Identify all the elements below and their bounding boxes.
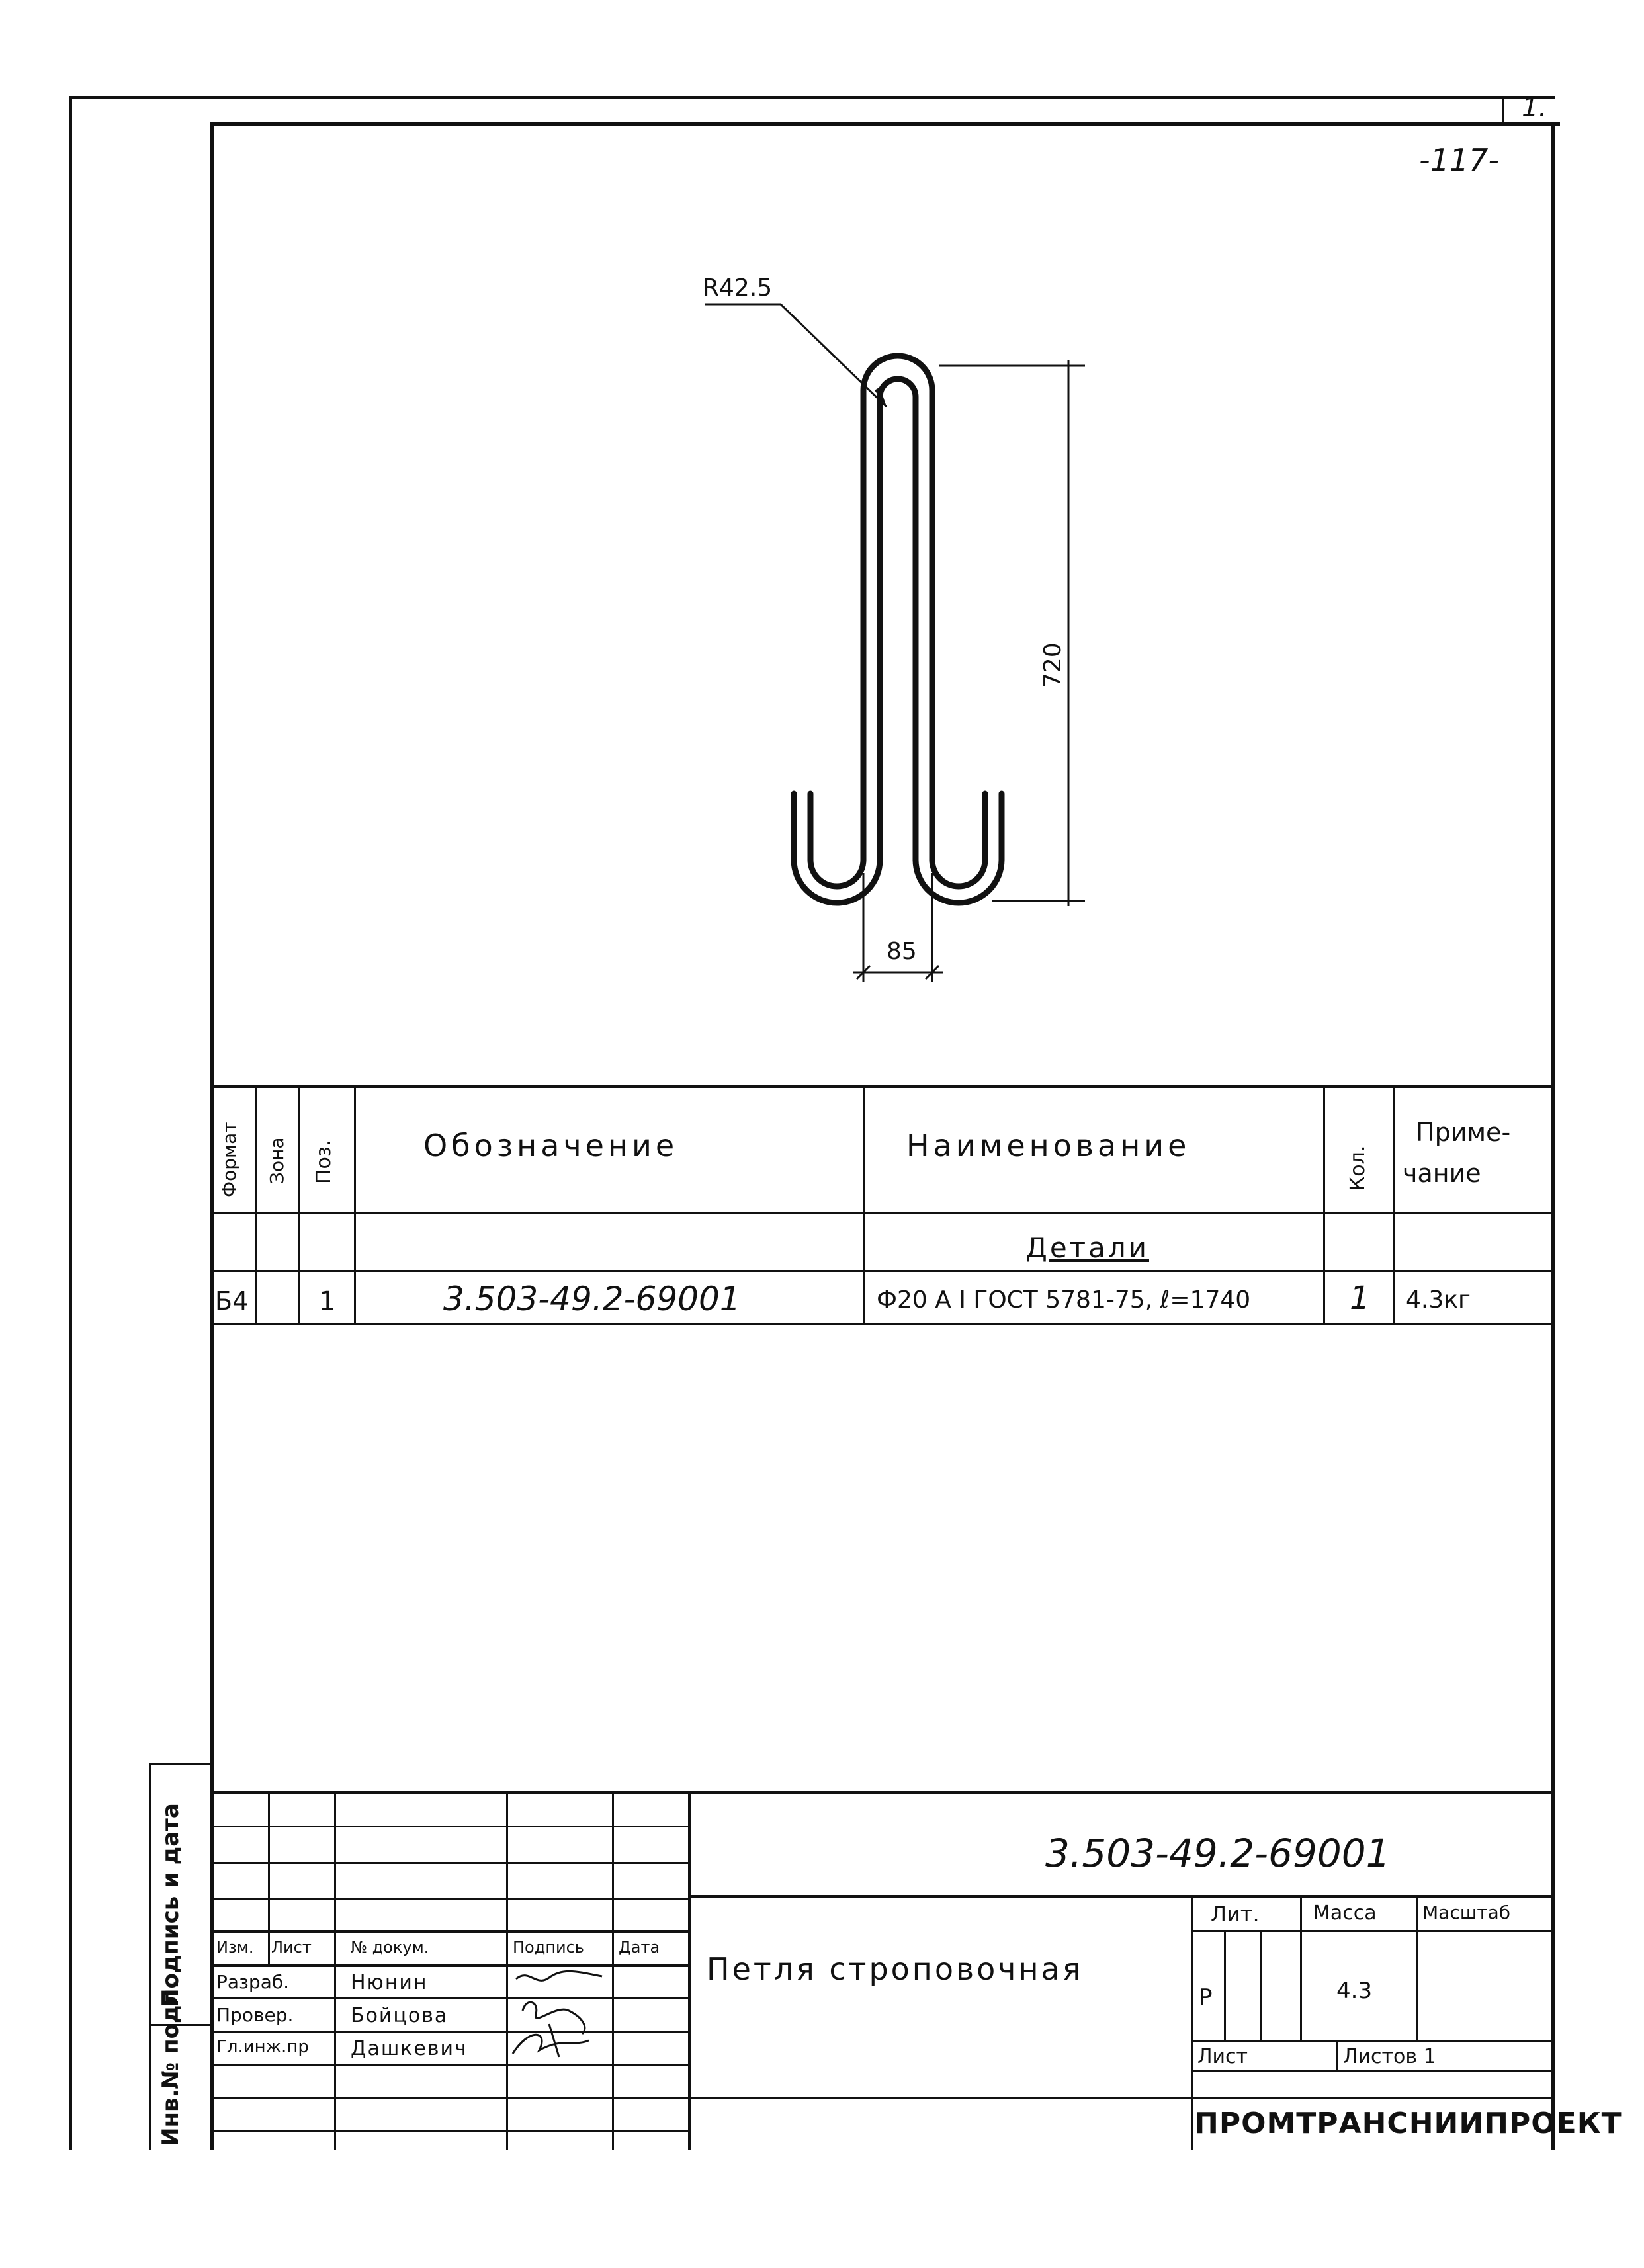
lit-label: Лит. — [1211, 1902, 1260, 1927]
organization-name: ПРОМТРАНСНИИПРОЕКТ — [1194, 2107, 1622, 2140]
header-designation: Обозначение — [423, 1128, 679, 1163]
title-document-code: 3.503-49.2-69001 — [1045, 1831, 1391, 1876]
name-chief-engineer: Дашкевич — [351, 2037, 468, 2060]
role-chief-engineer: Гл.инж.пр — [216, 2037, 309, 2057]
header-pos: Поз. — [312, 1140, 335, 1184]
mass-label: Масса — [1313, 1902, 1377, 1925]
col-header-list: Лист — [271, 1938, 312, 1956]
sheets-label: Листов 1 — [1343, 2045, 1436, 2068]
role-developer: Разраб. — [216, 1971, 290, 1993]
row-format: Б4 — [215, 1286, 249, 1316]
right-hook-path — [932, 794, 985, 886]
header-qty: Кол. — [1346, 1145, 1369, 1191]
header-note-line2: чание — [1403, 1159, 1481, 1188]
col-header-ndoc: № докум. — [351, 1938, 429, 1956]
sheet-label: Лист — [1197, 2045, 1248, 2068]
section-title: Детали — [1025, 1232, 1149, 1264]
name-developer: Нюнин — [351, 1971, 428, 1994]
col-header-sign: Подпись — [513, 1938, 584, 1956]
radius-label: R42.5 — [703, 274, 773, 302]
col-header-date: Дата — [619, 1938, 660, 1956]
header-zone: Зона — [266, 1137, 288, 1184]
header-format: Формат — [218, 1122, 240, 1197]
product-title: Петля строповочная — [707, 1951, 1084, 1987]
left-hook-path — [810, 794, 863, 886]
corner-number: 1. — [1522, 93, 1547, 123]
lifting-loop-drawing — [0, 0, 1644, 1085]
col-header-izm: Изм. — [216, 1938, 254, 1956]
header-name: Наименование — [906, 1128, 1191, 1163]
loop-outer-path — [863, 356, 932, 860]
row-designation: 3.503-49.2-69001 — [443, 1280, 741, 1318]
role-checker: Провер. — [216, 2004, 294, 2026]
mass-value: 4.3 — [1336, 1978, 1373, 2004]
length-label: 720 — [1039, 642, 1066, 688]
loop-inner-path — [880, 379, 916, 860]
side-label-inventory: Инв.№ подл. — [157, 1980, 184, 2146]
name-checker: Бойцова — [351, 2004, 449, 2027]
row-name: Ф20 А I ГОСТ 5781-75, ℓ=1740 — [877, 1286, 1251, 1314]
page-number: -117- — [1419, 142, 1499, 178]
header-note-line1: Приме- — [1416, 1118, 1511, 1147]
row-pos: 1 — [319, 1286, 336, 1317]
side-label-signature: Подпись и дата — [157, 1803, 184, 2007]
row-note: 4.3кг — [1406, 1286, 1471, 1314]
signature-marks — [509, 1964, 615, 2064]
width-label: 85 — [887, 938, 917, 965]
row-qty: 1 — [1350, 1280, 1370, 1317]
lit-value: Р — [1199, 1984, 1213, 2011]
scale-label: Масштаб — [1422, 1902, 1511, 1923]
